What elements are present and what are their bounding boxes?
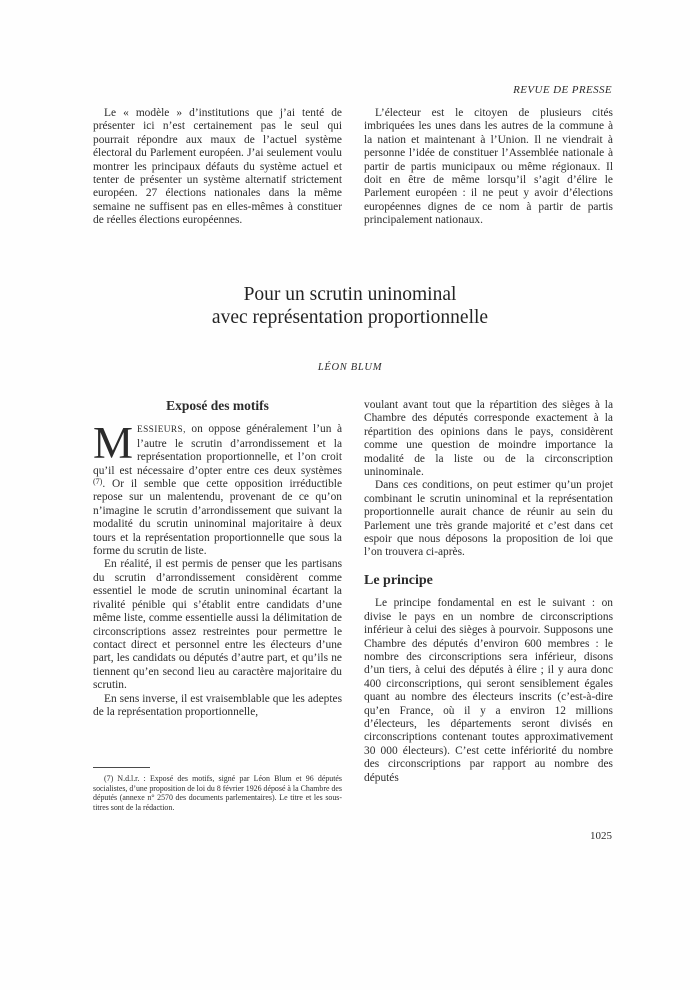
body-left-column — [93, 399, 342, 813]
intro-right-column — [364, 107, 613, 228]
article-title — [0, 283, 700, 329]
article-title-line-1: Pour un scrutin uninominal — [243, 284, 457, 305]
dropcap-letter: M — [93, 418, 134, 469]
body-paragraph: Dans ces conditions, on peut estimer qu’un projet combinant le scrutin uninominal et la représentation proportionnelle aurait chance de réunir au sein du Parlement une très grande majorité et c’est dans cet espoir que nous déposons la proposition de loi que l’on trouvera ci-après. — [364, 479, 613, 559]
footnote-block — [93, 767, 342, 813]
article-title-line-2: avec représentation proportionnelle — [211, 307, 489, 328]
intro-right-paragraph: L’électeur est le citoyen de plusieurs cités imbriquées les unes dans les autres de la commune à la nation et maintenant à l’Union. Il ne viendrait à personne l’idée de constituer l’Assemblée nationale à partir de partis municipaux ou même régionaux. Il doit en être de même lorsqu’il s’agit d’élire le Parlement européen : il ne peut y avoir d’élections européennes dignes de ce nom à partir de partis principalement nationaux. — [364, 107, 613, 227]
body-paragraph: En sens inverse, il est vraisemblable que les adeptes de la représentation proportionnelle, — [93, 692, 342, 718]
intro-columns — [93, 107, 613, 228]
opening-text-after-note: . Or il semble que cette opposition irréductible repose sur un malentendu, provenant de ce qu’on n’imagine le scrutin d’arrondissement que suivant la modalité du scrutin uninominal majoritaire à deux tours et la représentation proportionnelle que sous la forme du scrutin de liste. — [93, 478, 342, 558]
body-paragraph: Le principe fondamental en est le suivant : on divise le pays en un nombre de circonscriptions inférieur à celui des sièges à pourvoir. Supposons une Chambre des députés d’environ 600 membres : le nombre des circonscriptions sera inférieur, disons d’un tiers, à celui des députés à élire ; il y aura donc 400 circonscriptions, qui seront sensiblement égales quant au nombre des électeurs inscrits (c’est-à-dire qu’en France, où il y a environ 12 millions d’électeurs, les départements seront divisés en circonscriptions contenant toutes approximativement 30 000 électeurs). C’est cette infériorité du nombre des circonscriptions par rapport au nombre des députés — [364, 597, 613, 784]
page-number: 1025 — [590, 830, 612, 842]
author-byline: LÉON BLUM — [317, 362, 383, 373]
section-heading-expose-des-motifs: Exposé des motifs — [166, 398, 269, 413]
running-header: REVUE DE PRESSE — [513, 84, 612, 96]
section-heading-le-principe: Le principe — [364, 572, 433, 588]
footnote-separator-rule — [93, 767, 150, 768]
footnote-reference-7: (7) — [93, 477, 103, 487]
intro-left-column — [93, 107, 342, 228]
body-paragraph: voulant avant tout que la répartition des sièges à la Chambre des députés corresponde exactement à la répartition des opinions dans le pays, considèrent comme une question de moindre importance la modalité de la liste ou de la circonscription uninominale. — [364, 399, 613, 479]
intro-left-paragraph: Le « modèle » d’institutions que j’ai tenté de présenter ici n’est certainement pas le seul qui pourrait répondre aux maux de l’actuel système électoral du Parlement européen. J’ai seulement voulu montrer les principaux défauts du système actuel et tenter de présenter un système alternatif strictement européen. 27 élections nationales dans la même semaine ne suffisent pas en elles-mêmes à constituer de réelles élections européennes. — [93, 107, 342, 227]
body-columns — [93, 399, 613, 813]
body-paragraph: En réalité, il est permis de penser que les partisans du scrutin d’arrondissement considèrent comme essentiel le mode de scrutin uninominal écartant la rivalité pénible qui s’établit entre candidats d’une même liste, comme essentielle aussi la délimitation de circonscriptions assez restreintes pour permettre le contact direct et personnel entre les électeurs d’une part, les candidats ou députés d’autre part, et qu’ils ne tiennent qu’en second lieu au caractère majoritaire du scrutin. — [93, 558, 342, 692]
opening-lead-smallcaps: ESSIEURS, — [137, 425, 186, 436]
opening-text-before-note: on oppose généralement l’un à l’autre le scrutin d’arrondissement et la représentation proportionnelle, et l’on croit qu’il est nécessaire d’opter entre ces deux systèmes — [93, 423, 342, 477]
footnote-text: (7) N.d.l.r. : Exposé des motifs, signé par Léon Blum et 96 députés socialistes, d’une proposition de loi du 8 février 1926 déposé à la Chambre des députés (annexe n° 2570 des documents parlementaires). Le titre et les sous-titres sont de la rédaction. — [93, 773, 342, 813]
body-right-column — [364, 399, 613, 813]
opening-paragraph — [93, 418, 342, 558]
